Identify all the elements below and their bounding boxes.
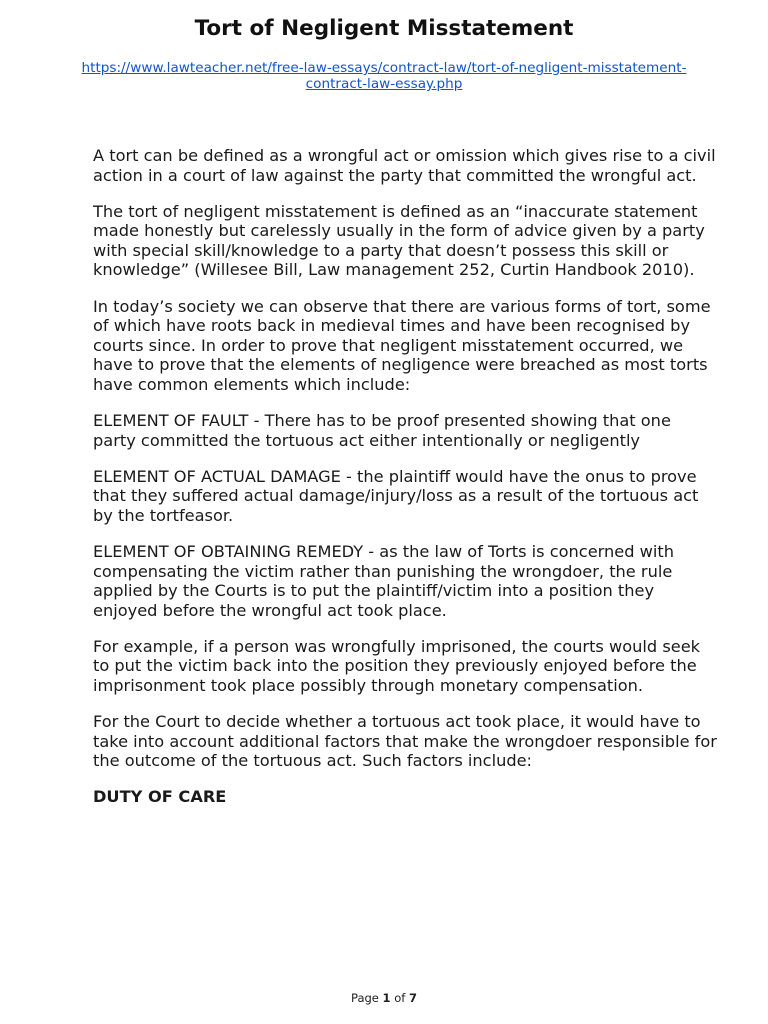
paragraph: A tort can be defined as a wrongful act or omission which gives rise to a civil action in a court of law against the party that committed the wrongful act. (93, 146, 716, 185)
paragraph: ELEMENT OF ACTUAL DAMAGE - the plaintiff would have the onus to prove that they suffered actual damage/injury/loss as a result of the tortuous act by the tortfeasor. (93, 466, 699, 525)
page-footer (0, 991, 768, 1005)
document-body (93, 146, 718, 824)
source-link[interactable]: https://www.lawteacher.net/free-law-essays/contract-law/tort-of-negligent-misstatement-contract-law-essay.php (81, 60, 687, 92)
page-label: Page (351, 991, 379, 1005)
current-page-number: 1 (382, 991, 391, 1005)
paragraph: For example, if a person was wrongfully imprisoned, the courts would seek to put the victim back into the position they previously enjoyed before the imprisonment took place possibly through monetary compensation. (93, 636, 701, 696)
of-label: of (394, 991, 406, 1005)
paragraph: In today’s society we can observe that there are various forms of tort, some of which have roots back in medieval times and have been recognised by courts since. In order to prove that negligent misstatement occurred, we have to prove that the elements of negligence were breached as most torts have common elements which include: (93, 296, 711, 394)
document-title: Tort of Negligent Misstatement (194, 16, 574, 41)
paragraph: For the Court to decide whether a tortuous act took place, it would have to take into account additional factors that make the wrongdoer responsible for the outcome of the tortuous act. Such factors include: (93, 712, 717, 771)
paragraph: ELEMENT OF OBTAINING REMEDY - as the law of Torts is concerned with compensating the victim rather than punishing the wrongdoer, the rule applied by the Courts is to put the plaintiff/victim into a position they enjoyed before the wrongful act took place. (93, 542, 675, 620)
section-heading: DUTY OF CARE (93, 787, 227, 807)
paragraph: ELEMENT OF FAULT - There has to be proof presented showing that one party committed the tortuous act either intentionally or negligently (93, 411, 671, 450)
paragraph: The tort of negligent misstatement is defined as an “inaccurate statement made honestly but carelessly usually in the form of advice given by a party with special skill/knowledge to a party that doesn’t possess this skill or knowledge” (Willesee Bill, Law management 252, Curtin Handbook 2010). (93, 201, 705, 280)
total-pages-number: 7 (408, 991, 417, 1005)
